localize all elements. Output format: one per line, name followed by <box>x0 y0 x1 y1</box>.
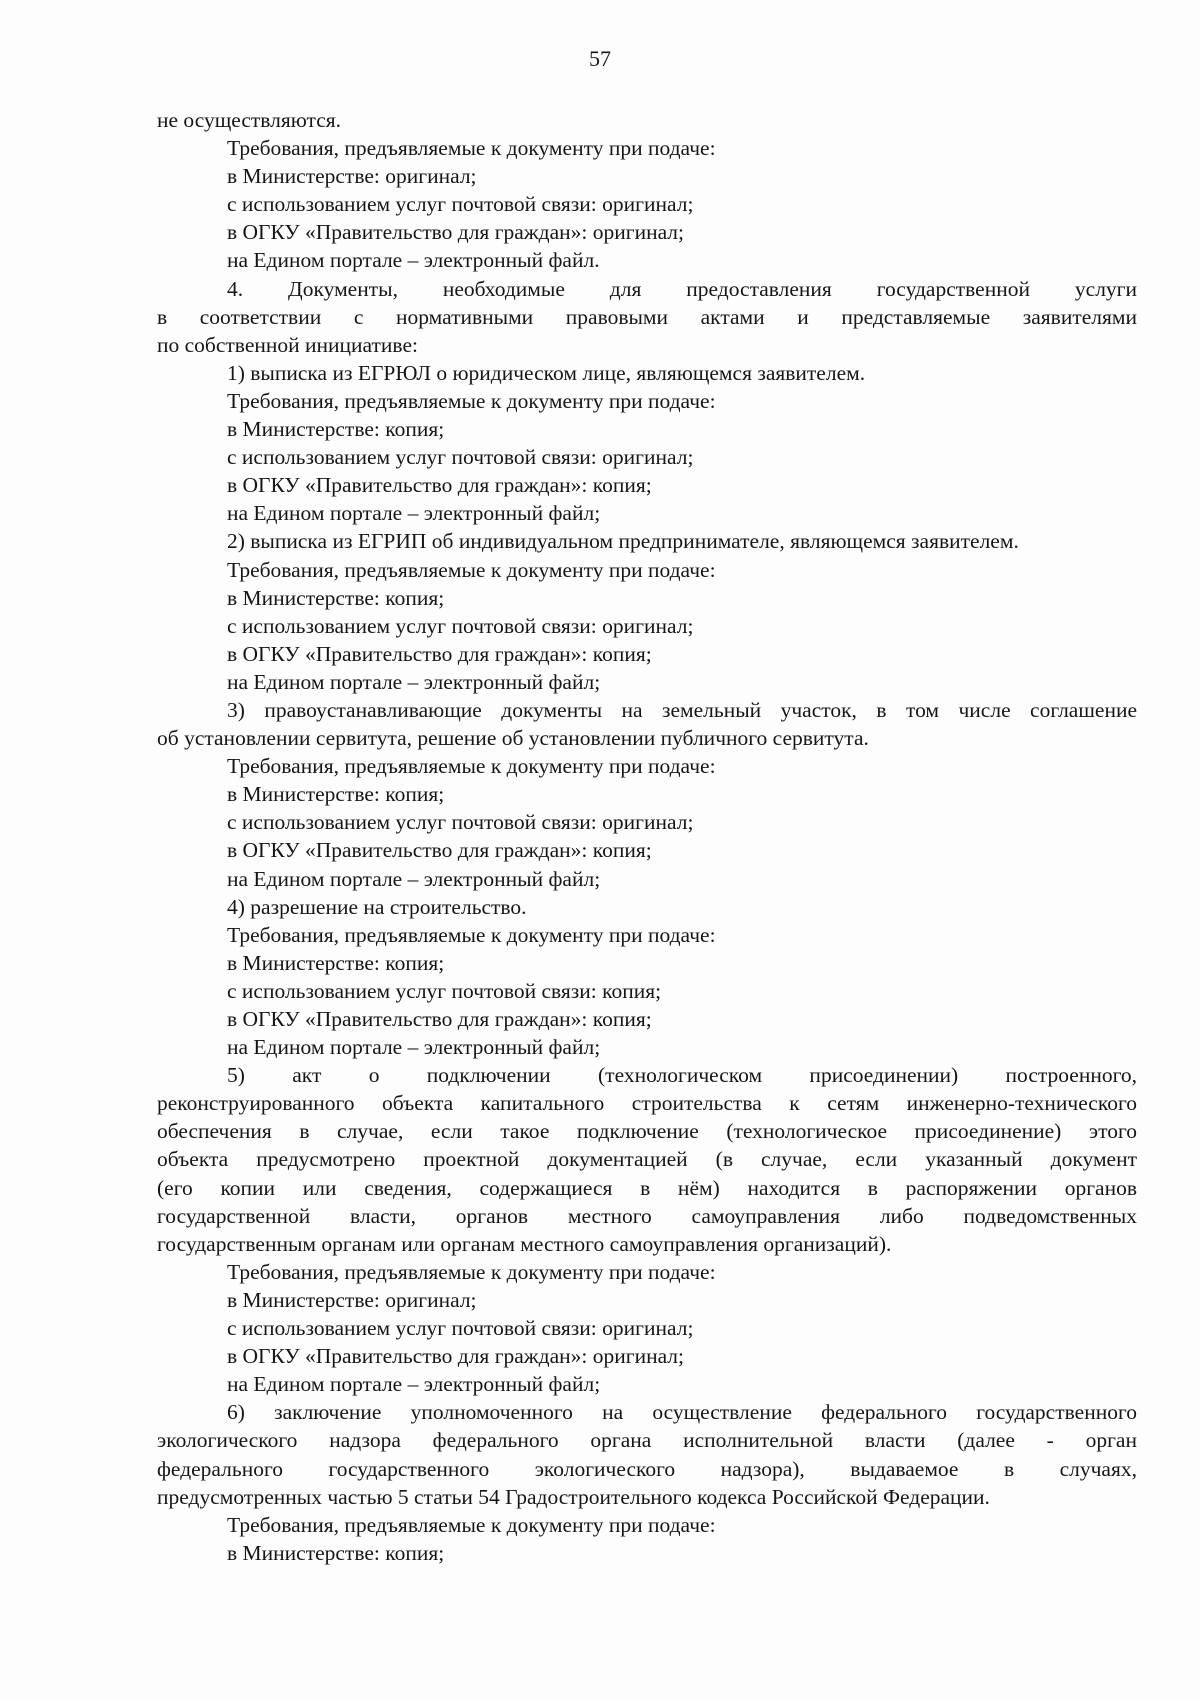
text-line: с использованием услуг почтовой связи: оригинал; <box>227 192 694 217</box>
text-line: Требования, предъявляемые к документу при подаче: <box>227 388 716 413</box>
text-line: (его копии или сведения, содержащиеся в нём) находится в распоряжении органов <box>157 1175 1137 1200</box>
text-line: в Министерстве: оригинал; <box>227 1287 477 1312</box>
text-line: реконструированного объекта капитального строительства к сетям инженерно-технического <box>157 1091 1137 1116</box>
text-line: 4) разрешение на строительство. <box>227 894 527 919</box>
text-line: 5) акт о подключении (технологическом присоединении) построенного, <box>227 1063 1137 1088</box>
text-line: предусмотренных частью 5 статьи 54 Градостроительного кодекса Российской Федерации. <box>157 1484 990 1509</box>
text-line: с использованием услуг почтовой связи: копия; <box>227 978 662 1003</box>
text-line: обеспечения в случае, если такое подключение (технологическое присоединение) этого <box>157 1119 1137 1144</box>
text-line: с использованием услуг почтовой связи: оригинал; <box>227 1316 694 1341</box>
text-line: Требования, предъявляемые к документу при подаче: <box>227 754 716 779</box>
text-line: 1) выписка из ЕГРЮЛ о юридическом лице, являющемся заявителем. <box>227 360 866 385</box>
text-line: Требования, предъявляемые к документу при подаче: <box>227 136 716 161</box>
text-line: на Едином портале – электронный файл; <box>227 1372 601 1397</box>
text-line: Требования, предъявляемые к документу при подаче: <box>227 557 716 582</box>
text-line: в ОГКУ «Правительство для граждан»: копия; <box>227 1007 652 1031</box>
text-line: государственным органам или органам местного самоуправления организаций). <box>157 1231 892 1256</box>
text-line: федерального государственного экологического надзора), выдаваемое в случаях, <box>157 1456 1137 1481</box>
text-line: 6) заключение уполномоченного на осуществление федерального государственного <box>227 1400 1137 1425</box>
text-line: по собственной инициативе: <box>157 332 418 357</box>
text-line: в Министерстве: оригинал; <box>227 164 477 189</box>
text-line: с использованием услуг почтовой связи: оригинал; <box>227 445 694 470</box>
text-line: не осуществляются. <box>157 108 342 132</box>
text-line: на Едином портале – электронный файл; <box>227 1035 601 1060</box>
text-line: на Едином портале – электронный файл; <box>227 669 601 694</box>
text-line: на Едином портале – электронный файл; <box>227 866 601 891</box>
text-line: 2) выписка из ЕГРИП об индивидуальном предпринимателе, являющемся заявителем. <box>227 529 1019 554</box>
text-line: в Министерстве: копия; <box>227 950 445 975</box>
text-line: объекта предусмотрено проектной документацией (в случае, если указанный документ <box>157 1147 1137 1172</box>
text-line: экологического надзора федерального органа исполнительной власти (далее - орган <box>157 1428 1137 1453</box>
text-line: 4. Документы, необходимые для предоставления государственной услуги <box>227 276 1137 301</box>
text-line: 3) правоустанавливающие документы на земельный участок, в том числе соглашение <box>227 697 1137 722</box>
text-line: в ОГКУ «Правительство для граждан»: копия; <box>227 473 652 498</box>
text-line: в ОГКУ «Правительство для граждан»: копия; <box>227 838 652 863</box>
text-line: с использованием услуг почтовой связи: оригинал; <box>227 613 694 638</box>
text-line: на Едином портале – электронный файл; <box>227 501 601 526</box>
text-line: в ОГКУ «Правительство для граждан»: оригинал; <box>227 1344 685 1369</box>
text-line: Требования, предъявляемые к документу при подаче: <box>227 922 716 947</box>
text-line: в Министерстве: копия; <box>227 782 445 807</box>
text-line: в ОГКУ «Правительство для граждан»: оригинал; <box>227 220 685 245</box>
text-line: в Министерстве: копия; <box>227 585 445 610</box>
text-line: в соответствии с нормативными правовыми актами и представляемые заявителями <box>157 304 1137 329</box>
document-body <box>157 106 1137 1567</box>
text-line: Требования, предъявляемые к документу при подаче: <box>227 1259 716 1284</box>
text-line: Требования, предъявляемые к документу при подаче: <box>227 1512 716 1537</box>
page-number: 57 <box>589 46 611 71</box>
text-line: в Министерстве: копия; <box>227 1540 445 1565</box>
text-line: с использованием услуг почтовой связи: оригинал; <box>227 810 694 835</box>
text-line: в ОГКУ «Правительство для граждан»: копия; <box>227 641 652 666</box>
text-line: на Едином портале – электронный файл. <box>227 248 600 273</box>
text-line: государственной власти, органов местного самоуправления либо подведомственных <box>157 1203 1137 1228</box>
text-line: в Министерстве: копия; <box>227 417 445 442</box>
text-line: об установлении сервитута, решение об установлении публичного сервитута. <box>157 726 869 751</box>
